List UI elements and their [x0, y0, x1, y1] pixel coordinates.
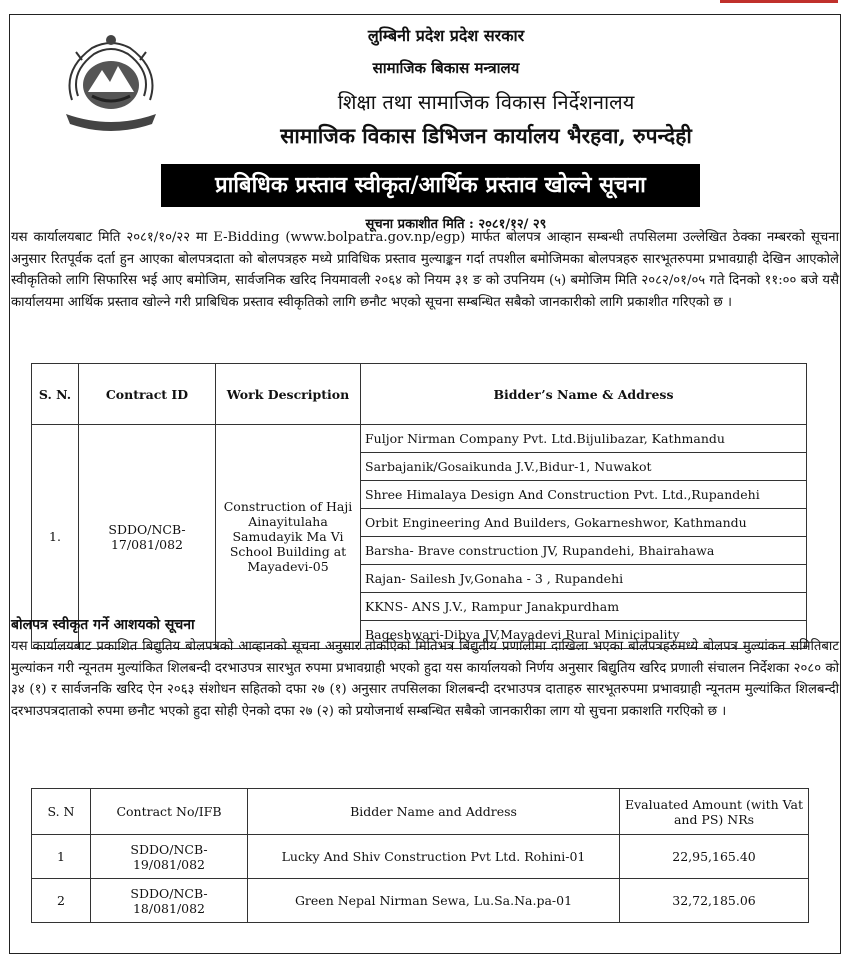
row-contract: SDDO/NCB-19/081/082	[91, 835, 248, 879]
notice-paragraph: यस कार्यालयबाट मिति २०८१/१०/२२ मा E-Bidding (www.bolpatra.gov.np/egp) मार्फत बोलपत्र आव्हान सम्बन्धी तपसिलमा उल्लेखित ठेक्का नम्बरको सूचना अनुसार रितपूर्वक दर्ता हुन आएका बोलपत्रदाता को बोलपत्रहरु मध्ये प्राविधिक प्रस्ताव मुल्याङ्कन गर्दा तपशील बमोजिमका बोलपत्रहरु सारभूतरुपमा प्रभावग्राही देखिन आएकोले स्वीकृतिको लागि सिफारिस भई आए बमोजिम, सार्वजनिक खरिद नियमावली २०६४ को नियम ३१ ङ को उपनियम (५) बमोजिम मिति २०८२/०१/०५ गते दिनको ११:०० बजे यसै कार्यालयमा आर्थिक प्रस्ताव खोल्ने गरी प्राबिधिक प्रस्ताव स्वीकृतिको लागि छनौट भएको सूचना सम्बन्धित सबैको जानकारीको लागि प्रकाशीत गरिएको छ ।	[11, 230, 839, 310]
bidder-cell: KKNS- ANS J.V., Rampur Janakpurdham	[361, 593, 807, 621]
header-work-description: Work Description	[216, 364, 361, 425]
header-line-4: सामाजिक विकास डिभिजन कार्यालय भैरहवा, रुपन्देही	[280, 123, 692, 148]
bidder-cell: Orbit Engineering And Builders, Gokarneshwor, Kathmandu	[361, 509, 807, 537]
accent-line	[720, 0, 838, 3]
award-table	[31, 788, 809, 923]
row-sn: 1	[32, 835, 91, 879]
row-contract-id: SDDO/NCB-17/081/082	[79, 425, 216, 649]
intent-paragraph: यस कार्यालयबाट प्रकाशित बिद्युतिय बोलपत्रको आव्हानको सूचना अनुसार तोकएिको मितिभत्र बिद्युतीय प्रणालीमा दाखिला भएका बोलपत्रहरुमध्ये बोलपत्र मुल्यांकन समितिबाट मुल्यांकन गरी न्यूनतम मुल्यांकित शिलबन्दी दरभाउपत्र सारभुत रुपमा प्रभावग्राही भएको हुदा यस कार्यालयको निर्णय अनुसार बिद्युतिय खरिद प्रणाली संचालन निर्देशका २०८० को ३४ (१) र सार्वजनकि खरिद ऐन २०६३ संशोधन सहितको दफा २७ (१) अनुसार तपसिलका शिलबन्दी दरभाउपत्र दाताहरु सारभूतरुपमा प्रभावग्राही न्यूनतम मुल्यांकित शिलबन्दी दरभाउपत्रदाताको रुपमा छनौट भएको हुदा सोही ऐनको दफा २७ (२) को प्रयोजनार्थ सम्बन्धित सबैको जानकारीका लाग यो सुचना प्रकाशति गरएिको छ ।	[11, 639, 839, 719]
header-bidder: Bidder’s Name & Address	[361, 364, 807, 425]
header-line-1: लुम्बिनी प्रदेश प्रदेश सरकार	[367, 26, 525, 45]
row-sn: 1.	[32, 425, 79, 649]
notice-title: प्राबिधिक प्रस्ताव स्वीकृत/आर्थिक प्रस्ताव खोल्ने सूचना	[161, 164, 700, 207]
table-row	[32, 835, 809, 879]
row-bidder: Green Nepal Nirman Sewa, Lu.Sa.Na.pa-01	[248, 879, 620, 923]
row-sn: 2	[32, 879, 91, 923]
bidder-cell: Barsha- Brave construction JV, Rupandehi, Bhairahawa	[361, 537, 807, 565]
header-bidder: Bidder Name and Address	[248, 789, 620, 835]
table-header-row	[32, 364, 807, 425]
header-line-2: सामाजिक बिकास मन्त्रालय	[372, 59, 520, 77]
section-heading: बोलपत्र स्वीकृत गर्ने आशयको सूचना	[11, 617, 195, 633]
technical-proposal-table	[31, 363, 807, 649]
row-bidder: Lucky And Shiv Construction Pvt Ltd. Rohini-01	[248, 835, 620, 879]
bidder-cell: Fuljor Nirman Company Pvt. Ltd.Bijulibazar, Kathmandu	[361, 425, 807, 453]
bidder-cell: Bageshwari-Dibya JV,Mayadevi Rural Minicipality	[361, 621, 807, 649]
table-row	[32, 425, 807, 453]
header-contract-id: Contract ID	[79, 364, 216, 425]
table-header-row	[32, 789, 809, 835]
bidder-cell: Rajan- Sailesh Jv,Gonaha - 3 , Rupandehi	[361, 565, 807, 593]
row-amount: 22,95,165.40	[620, 835, 809, 879]
header-sn: S. N	[32, 789, 91, 835]
published-date: सूचना प्रकाशीत मिति : २०८१/१२/ २९	[365, 217, 547, 232]
header-line-3: शिक्षा तथा सामाजिक विकास निर्देशनालय	[337, 90, 635, 114]
row-work-description: Construction of Haji Ainayitulaha Samudayik Ma Vi School Building at Mayadevi-05	[216, 425, 361, 649]
bidder-cell: Sarbajanik/Gosaikunda J.V.,Bidur-1, Nuwakot	[361, 453, 807, 481]
header-amount: Evaluated Amount (with Vat and PS) NRs	[620, 789, 809, 835]
header-sn: S. N.	[32, 364, 79, 425]
bidder-cell: Shree Himalaya Design And Construction Pvt. Ltd.,Rupandehi	[361, 481, 807, 509]
row-contract: SDDO/NCB-18/081/082	[91, 879, 248, 923]
row-amount: 32,72,185.06	[620, 879, 809, 923]
header-contract: Contract No/IFB	[91, 789, 248, 835]
table-row	[32, 879, 809, 923]
